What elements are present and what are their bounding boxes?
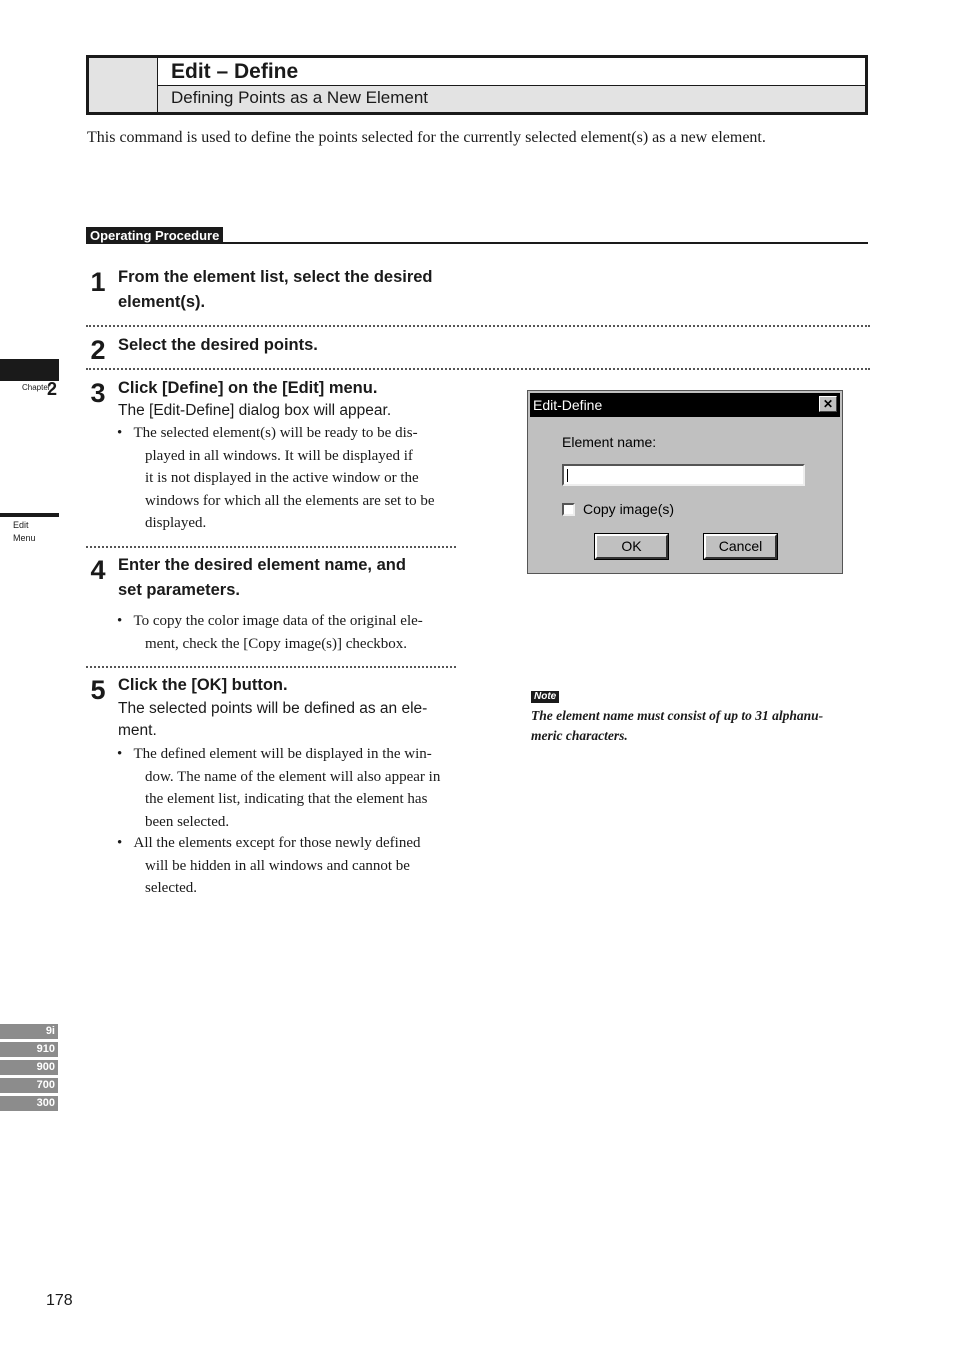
bullet-line: • The selected element(s) will be ready to be dis- — [117, 425, 418, 441]
step-title — [118, 553, 478, 603]
section-tab-line: Edit — [13, 520, 29, 530]
bullet-line: windows for which all the elements are set to be — [145, 492, 435, 509]
bullet-line: the element list, indicating that the element has — [145, 791, 428, 807]
note-line: meric characters. — [531, 728, 628, 743]
bullet-line: it is not displayed in the active window or the — [145, 470, 419, 486]
step-title-line: Enter the desired element name, and — [118, 556, 406, 574]
page-number: 178 — [46, 1292, 73, 1309]
step-number: 1 — [90, 267, 106, 297]
bullet-line: will be hidden in all windows and cannot be — [145, 857, 410, 874]
section-header-inner — [157, 58, 865, 112]
step-number: 2 — [90, 335, 106, 365]
section-tab-line: Menu — [13, 533, 36, 543]
step-number: 3 — [90, 378, 106, 408]
chapter-tab-bar — [0, 359, 59, 381]
model-tab: 900 — [0, 1060, 58, 1075]
bullet-line: • The defined element will be displayed in the win- — [117, 746, 432, 762]
step-title-line: element(s). — [118, 293, 206, 311]
bullet-text: The defined element will be displayed in the win- — [133, 746, 432, 762]
step-text-line: The [Edit-Define] dialog box will appear. — [118, 402, 392, 419]
page-subtitle: Defining Points as a New Element — [171, 88, 429, 107]
copy-images-label[interactable]: Copy image(s) — [583, 501, 675, 517]
close-icon[interactable]: ✕ — [819, 396, 837, 412]
step-title-line: Select the desired points. — [118, 336, 318, 354]
step-title — [118, 265, 478, 315]
step-title — [118, 376, 478, 401]
step-divider — [86, 546, 456, 548]
note-text — [531, 706, 861, 746]
bullet-line: dow. The name of the element will also appear in — [145, 768, 441, 785]
section-tab-label — [13, 519, 36, 545]
bullet-text: All the elements except for those newly defined — [133, 835, 421, 851]
step-text-line: ment. — [118, 722, 157, 739]
intro-paragraph: This command is used to define the points selected for the currently selected element(s) as a new element. — [87, 129, 766, 146]
bullet-line: displayed. — [145, 515, 207, 531]
bullet-line: • All the elements except for those newly defined — [117, 835, 421, 851]
element-name-input[interactable] — [562, 464, 805, 486]
page-title: Edit – Define — [158, 58, 865, 86]
bullet-line: played in all windows. It will be displayed if — [145, 447, 413, 464]
bullet-line: selected. — [145, 880, 198, 896]
edit-define-dialog — [527, 390, 843, 574]
bullet-line: • To copy the color image data of the original ele- — [117, 613, 423, 629]
ok-button[interactable]: OK — [595, 534, 668, 559]
dialog-titlebar — [530, 393, 840, 417]
step-title-line: Click the [OK] button. — [118, 676, 288, 694]
model-tab: 300 — [0, 1096, 58, 1111]
note-line: The element name must consist of up to 31 alphanu- — [531, 708, 824, 723]
dialog-title: Edit-Define — [533, 397, 603, 413]
section-header — [86, 55, 868, 115]
bullet-line: ment, check the [Copy image(s)] checkbox. — [145, 635, 407, 652]
step-number: 5 — [90, 675, 106, 705]
section-tab-bar — [0, 513, 59, 517]
step-title-line: set parameters. — [118, 581, 240, 599]
step-title — [118, 333, 478, 358]
step-title — [118, 673, 478, 698]
step-divider — [86, 368, 870, 370]
step-divider — [86, 666, 456, 668]
text-caret — [567, 469, 568, 482]
model-tab: 9i — [0, 1024, 58, 1039]
bullet-text: To copy the color image data of the original ele- — [133, 613, 423, 629]
element-name-label: Element name: — [562, 434, 657, 450]
cancel-button[interactable]: Cancel — [704, 534, 777, 559]
bullet-text: The selected element(s) will be ready to be dis- — [133, 425, 418, 441]
bullet-item — [117, 832, 471, 900]
bullet-item — [117, 422, 471, 535]
note-badge: Note — [531, 691, 559, 703]
step-text-line: The selected points will be defined as an ele- — [118, 700, 428, 717]
step-title-line: From the element list, select the desired — [118, 268, 433, 286]
bullet-item — [117, 743, 471, 833]
step-divider — [86, 325, 870, 327]
procedure-label: Operating Procedure — [86, 227, 223, 244]
step-text — [118, 698, 458, 742]
bullet-item — [117, 610, 471, 655]
model-tab: 700 — [0, 1078, 58, 1093]
copy-images-checkbox[interactable] — [562, 503, 575, 516]
bullet-line: been selected. — [145, 813, 230, 830]
model-tab: 910 — [0, 1042, 58, 1057]
chapter-number: 2 — [47, 379, 58, 399]
chapter-label: Chapter — [22, 383, 51, 392]
step-title-line: Click [Define] on the [Edit] menu. — [118, 379, 378, 397]
step-number: 4 — [90, 555, 106, 585]
step-text — [118, 400, 458, 422]
